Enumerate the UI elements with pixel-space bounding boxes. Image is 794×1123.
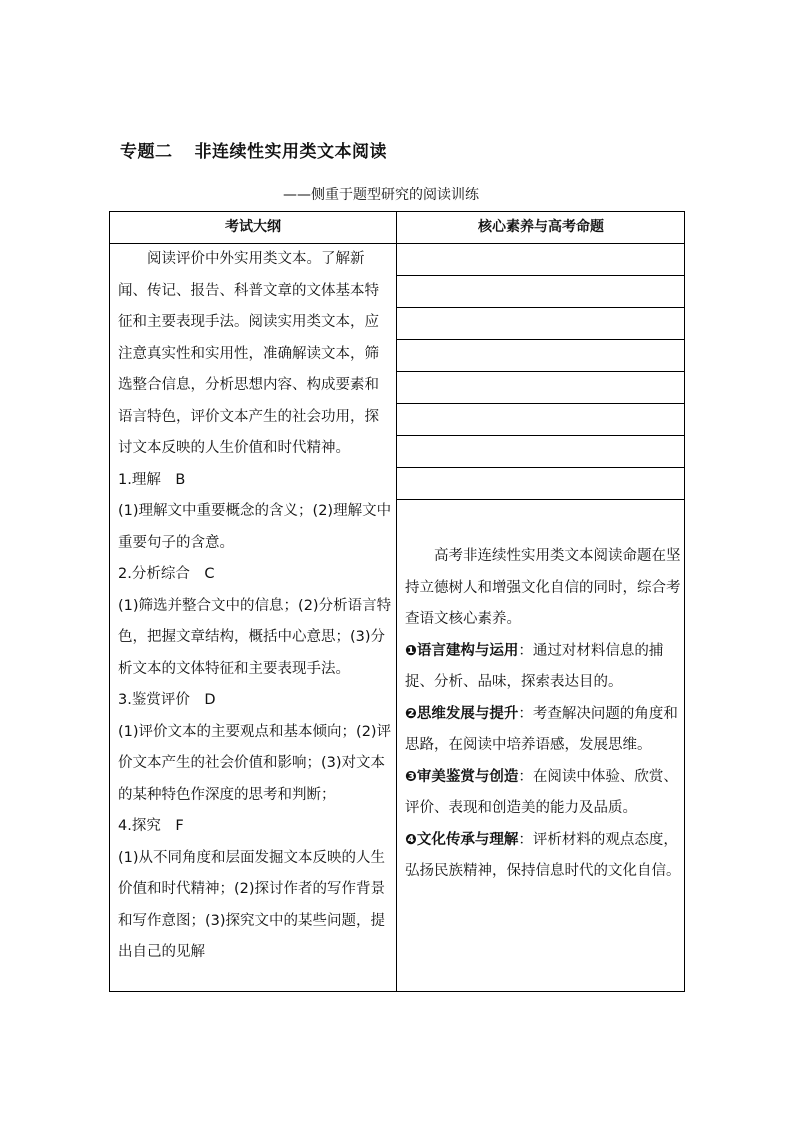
exam-outline-content <box>118 244 392 969</box>
outline-item-heading: 1.理解 B <box>118 471 186 488</box>
literacy-label: 语言建构与运用 <box>416 642 519 659</box>
page-subtitle: ——侧重于题型研究的阅读训练 <box>283 187 479 203</box>
outline-item-detail: (1)筛选并整合文中的信息；(2)分析语言特色，把握文章结构，概括中心意思；(3)分析文本的文体特征和主要表现手法。 <box>118 597 392 677</box>
row-divider <box>397 275 685 276</box>
number-marker-4: ❹ <box>405 831 417 848</box>
outline-item-detail: (1)理解文中重要概念的含义；(2)理解文中重要句子的含意。 <box>118 503 392 551</box>
header-core-literacy: 核心素养与高考命题 <box>478 219 604 235</box>
number-marker-2: ❷ <box>405 705 417 722</box>
header-exam-outline: 考试大纲 <box>225 219 281 235</box>
row-divider <box>397 307 685 308</box>
outline-item-heading: 3.鉴赏评价 D <box>118 692 216 708</box>
literacy-label: 思维发展与提升 <box>416 705 519 722</box>
column-divider <box>396 212 397 991</box>
literacy-text: ：考查解决问题的角度和思路，在阅读中培养语感，发展思维。 <box>405 705 678 753</box>
row-divider <box>397 467 685 468</box>
row-divider <box>397 499 685 500</box>
literacy-item <box>405 699 689 762</box>
outline-item-heading: 4.探究 F <box>118 818 184 834</box>
literacy-label: 文化传承与理解 <box>416 831 519 848</box>
outline-item-heading: 2.分析综合 C <box>118 566 215 582</box>
literacy-item <box>405 762 689 825</box>
literacy-intro: 高考非连续性实用类文本阅读命题在坚持立德树人和增强文化自信的同时，综合考查语文核心素养。 <box>405 548 681 627</box>
row-divider <box>397 339 685 340</box>
outline-item-detail: (1)评价文本的主要观点和基本倾向；(2)评价文本产生的社会价值和影响；(3)对文本的某种特色作深度的思考和判断； <box>118 723 392 803</box>
row-divider <box>397 371 685 372</box>
literacy-item <box>405 825 689 888</box>
row-divider <box>397 403 685 404</box>
outline-item-detail: (1)从不同角度和层面发掘文本反映的人生价值和时代精神；(2)探讨作者的写作背景和写作意图；(3)探究文中的某些问题，提出自己的见解 <box>118 849 386 960</box>
outline-intro: 阅读评价中外实用类文本。了解新闻、传记、报告、科普文章的文体基本特征和主要表现手法。阅读实用类文本，应注意真实性和实用性，准确解读文本，筛选整合信息，分析思想内容、构成要素和语言特色，评价文本产生的社会功用，探讨文本反映的人生价值和时代精神。 <box>118 251 379 456</box>
title-part2: 非连续性实用类文本阅读 <box>194 142 387 162</box>
literacy-text: ：评析材料的观点态度，弘扬民族精神，保持信息时代的文化自信。 <box>405 831 681 879</box>
row-divider <box>397 435 685 436</box>
number-marker-3: ❸ <box>405 768 417 785</box>
literacy-text: ：在阅读中体验、欣赏、评价、表现和创造美的能力及品质。 <box>405 768 678 816</box>
outline-table <box>109 211 685 992</box>
number-marker-1: ❶ <box>405 642 417 659</box>
page-title <box>120 137 387 162</box>
title-part1: 专题二 <box>120 142 173 162</box>
literacy-item <box>405 636 689 699</box>
literacy-label: 审美鉴赏与创造 <box>416 768 519 785</box>
literacy-text: ：通过对材料信息的捕捉、分析、品味，探索表达目的。 <box>405 642 664 690</box>
core-literacy-content <box>405 541 689 888</box>
